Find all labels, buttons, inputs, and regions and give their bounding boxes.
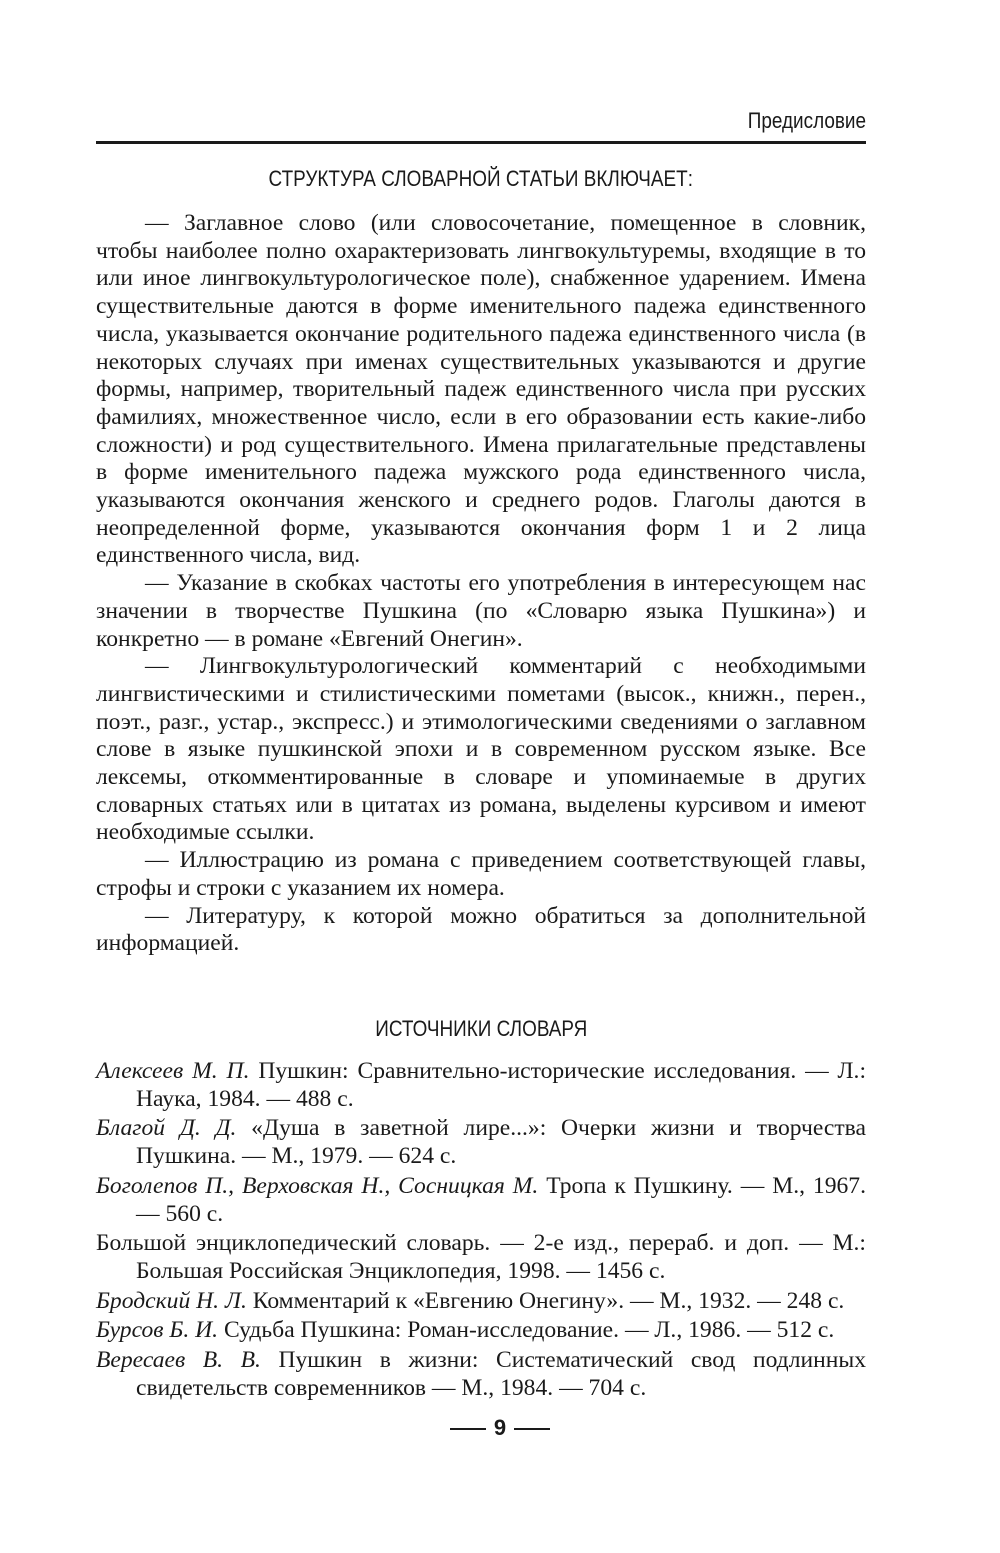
sources-heading-text: ИСТОЧНИКИ СЛОВАРЯ [374, 1016, 588, 1041]
source-text: Пушкин: Сравнительно-исторические исследования. — Л.: Наука, 1984. — 488 с. [136, 1058, 866, 1112]
page-number-text: 9 [493, 1415, 507, 1440]
source-text: «Душа в заветной лире...»: Очерки жизни и творчества Пушкина. — М., 1979. — 624 с. [136, 1115, 866, 1170]
paragraph: — Указание в скобках частоты его употребления в интересующем нас значении в творчестве Пушкина (по «Словарю языка Пушкина») и конкретно — в романе «Евгений Онегин». [96, 570, 866, 652]
source-author: Алексеев М. П. [96, 1058, 250, 1084]
running-head: Предисловие [747, 108, 866, 133]
source-author: Благой Д. Д. [96, 1115, 237, 1142]
source-entry [96, 1317, 866, 1345]
sources-list [96, 1058, 866, 1404]
source-entry [96, 1288, 866, 1316]
page-number [0, 1415, 1000, 1441]
source-author: Бурсов Б. И. [96, 1317, 219, 1344]
structure-heading [96, 166, 866, 192]
source-text: Пушкин в жизни: Систематический свод подлинных свидетельств современников — М., 1984. — 704 с. [136, 1347, 866, 1401]
header-rule [96, 141, 866, 144]
paragraph: — Иллюстрацию из романа с приведением соответствующей главы, строфы и строки с указанием их номера. [96, 847, 866, 901]
source-text: Судьба Пушкина: Роман-исследование. — Л., 1986. — 512 с. [218, 1317, 835, 1344]
source-author: Бродский Н. Л. [96, 1287, 247, 1314]
source-text: Большой энциклопедический словарь. — 2-е изд., перераб. и доп. — М.: Большая Российская Энциклопедия, 1998. — 1456 с. [96, 1230, 866, 1284]
folio-right-dash [514, 1428, 550, 1430]
source-entry [96, 1347, 866, 1402]
source-text: Комментарий к «Евгению Онегину». — М., 1932. — 248 с. [246, 1287, 845, 1314]
source-entry [96, 1230, 866, 1285]
structure-heading-text: СТРУКТУРА СЛОВАРНОЙ СТАТЬИ ВКЛЮЧАЕТ: [268, 166, 694, 191]
paragraph: — Заглавное слово (или словосочетание, помещенное в словник, чтобы наиболее полно охарактеризовать лингвокультуремы, входящие в то или иное лингвокультурологическое поле), снабженное ударением. Имена существительные даются в форме именительного падежа единственного числа, указывается окончание родительного падежа единственного числа (в некоторых случаях при именах существительных указываются и другие формы, например, творительный падеж единственного числа при русских фамилиях, множественное число, если в его образовании есть какие-либо сложности) и род существительного. Имена прилагательные представлены в форме именительного падежа мужского рода единственного числа, указываются окончания женского и среднего родов. Глаголы даются в неопределенной форме, указываются окончания форм 1 и 2 лица единственного числа, вид. [96, 210, 866, 569]
folio-left-dash [450, 1428, 486, 1430]
source-text: Тропа к Пушкину. — М., 1967. — 560 с. [136, 1172, 866, 1227]
paragraph: — Лингвокультурологический комментарий с необходимыми лингвистическими и стилистическими пометами (высок., книжн., перен., поэт., разг., устар., экспресс.) и этимологическими сведениями о заглавном слове в языке пушкинской эпохи и в современном русском языке. Все лексемы, откомментированные в словаре и упоминаемые в других словарных статьях или в цитатах из романа, выделены курсивом и имеют необходимые ссылки. [96, 653, 866, 846]
structure-description [96, 210, 866, 958]
source-entry [96, 1058, 866, 1113]
source-entry [96, 1173, 866, 1228]
source-entry [96, 1115, 866, 1170]
sources-heading [96, 1016, 866, 1042]
source-author: Боголепов П., Верховская Н., Сосницкая М. [96, 1172, 539, 1199]
source-author: Вересаев В. В. [96, 1347, 261, 1374]
paragraph: — Литературу, к которой можно обратиться за дополнительной информацией. [96, 902, 866, 957]
